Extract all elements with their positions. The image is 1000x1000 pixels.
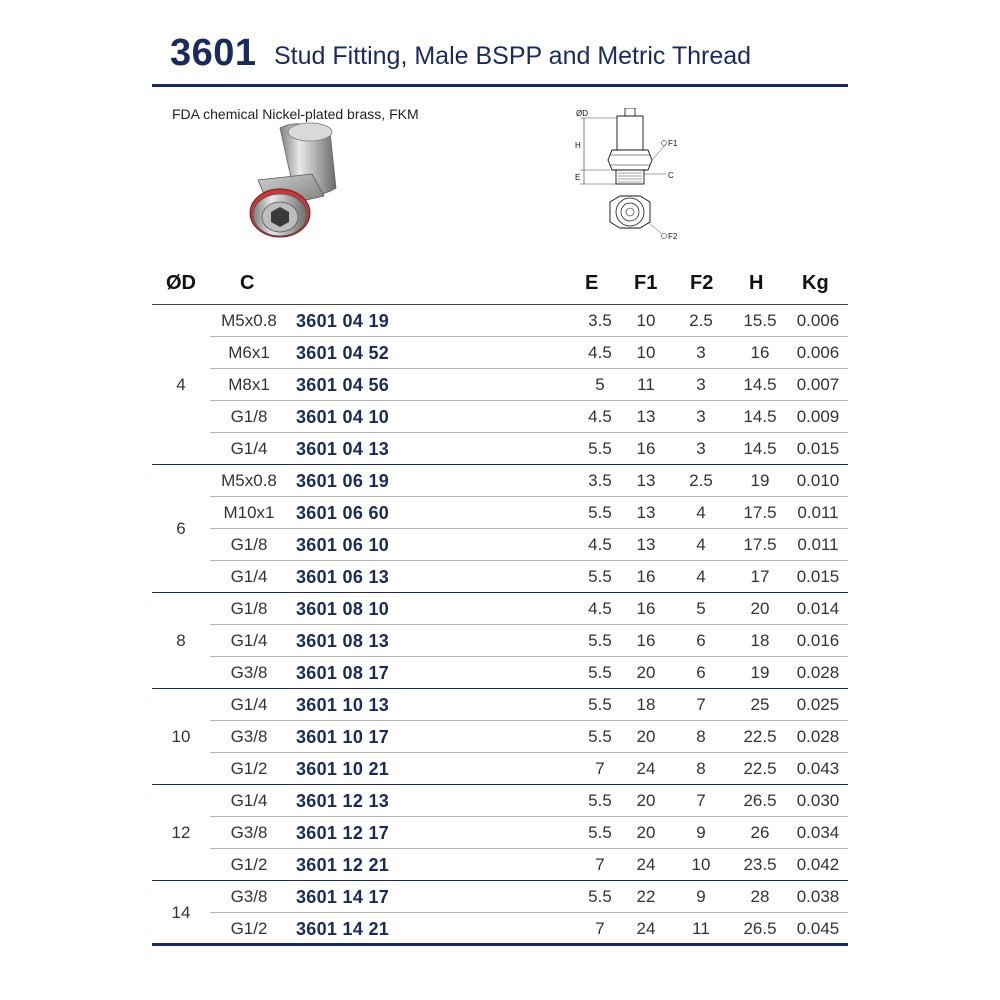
cell-f2: 6 xyxy=(696,631,706,650)
cell-e: 5.5 xyxy=(588,823,612,842)
cell-h: 17.5 xyxy=(743,503,777,522)
cell-f2: 3 xyxy=(696,343,706,362)
table-row xyxy=(210,785,848,817)
drawing-label-f1: F1 xyxy=(668,139,678,148)
cell-f1: 20 xyxy=(636,791,656,810)
cell-f1: 24 xyxy=(636,855,656,874)
part-number: 3601 04 19 xyxy=(296,311,390,331)
table-row xyxy=(210,337,848,369)
dimension-drawing xyxy=(570,108,690,258)
cell-f2: 7 xyxy=(696,695,706,714)
cell-e: 4.5 xyxy=(588,407,612,426)
cell-e: 5 xyxy=(595,375,605,394)
part-number: 3601 10 13 xyxy=(296,695,390,715)
cell-h: 14.5 xyxy=(743,439,777,458)
cell-h: 26.5 xyxy=(743,791,777,810)
cell-e: 5.5 xyxy=(588,695,612,714)
cell-e: 7 xyxy=(595,759,605,778)
cell-f1: 16 xyxy=(636,439,656,458)
drawing-label-od: ØD xyxy=(576,109,588,118)
diameter-value: 12 xyxy=(171,822,191,842)
cell-e: 5.5 xyxy=(588,567,612,586)
cell-f2: 10 xyxy=(691,855,711,874)
cell-e: 4.5 xyxy=(588,343,612,362)
cell-kg: 0.030 xyxy=(796,791,840,810)
cell-kg: 0.015 xyxy=(796,567,840,586)
cell-h: 17 xyxy=(750,567,770,586)
cell-c: M10x1 xyxy=(223,503,275,522)
cell-c: M5x0.8 xyxy=(221,311,277,330)
table-row xyxy=(210,721,848,753)
table-row xyxy=(210,561,848,592)
cell-f1: 13 xyxy=(636,471,656,490)
part-number: 3601 04 13 xyxy=(296,439,390,459)
drawing-label-h: H xyxy=(575,141,581,150)
cell-c: G1/4 xyxy=(230,695,268,714)
cell-kg: 0.042 xyxy=(796,855,840,874)
cell-kg: 0.011 xyxy=(797,535,839,554)
cell-f2: 8 xyxy=(696,759,706,778)
diameter-group xyxy=(152,305,848,464)
diameter-value: 10 xyxy=(171,726,191,746)
cell-h: 28 xyxy=(750,887,770,906)
cell-f2: 2.5 xyxy=(689,471,713,490)
part-number: 3601 10 21 xyxy=(296,759,390,779)
model-number: 3601 xyxy=(170,32,257,74)
cell-f1: 16 xyxy=(636,631,656,650)
cell-e: 5.5 xyxy=(588,791,612,810)
cell-c: G3/8 xyxy=(230,663,268,682)
cell-kg: 0.028 xyxy=(796,727,840,746)
cell-h: 19 xyxy=(750,663,770,682)
part-number: 3601 08 13 xyxy=(296,631,390,651)
cell-f1: 10 xyxy=(636,311,656,330)
cell-h: 25 xyxy=(750,695,770,714)
cell-h: 15.5 xyxy=(743,311,777,330)
drawing-label-f2: F2 xyxy=(668,232,678,241)
diameter-group xyxy=(152,464,848,592)
table-row xyxy=(210,497,848,529)
cell-c: G1/8 xyxy=(230,535,268,554)
cell-e: 7 xyxy=(595,855,605,874)
cell-h: 17.5 xyxy=(743,535,777,554)
part-number: 3601 04 56 xyxy=(296,375,390,395)
part-number: 3601 12 21 xyxy=(296,855,390,875)
col-e: E xyxy=(585,272,599,294)
cell-h: 19 xyxy=(750,471,770,490)
diameter-group xyxy=(152,688,848,784)
part-number: 3601 08 17 xyxy=(296,663,390,683)
cell-kg: 0.016 xyxy=(796,631,840,650)
part-number: 3601 12 17 xyxy=(296,823,390,843)
table-row xyxy=(210,657,848,688)
table-row xyxy=(210,401,848,433)
cell-h: 18 xyxy=(750,631,770,650)
table-row xyxy=(210,465,848,497)
cell-kg: 0.025 xyxy=(796,695,840,714)
cell-f1: 16 xyxy=(636,599,656,618)
cell-f1: 10 xyxy=(636,343,656,362)
table-header xyxy=(152,266,848,304)
cell-e: 5.5 xyxy=(588,631,612,650)
cell-h: 22.5 xyxy=(743,727,777,746)
cell-f2: 3 xyxy=(696,407,706,426)
cell-c: G1/2 xyxy=(230,759,268,778)
cell-c: M8x1 xyxy=(228,375,270,394)
cell-f1: 13 xyxy=(636,535,656,554)
cell-c: G1/4 xyxy=(230,791,268,810)
fitting-photo xyxy=(240,118,340,258)
cell-c: G1/4 xyxy=(230,631,268,650)
cell-e: 5.5 xyxy=(588,663,612,682)
table-row xyxy=(210,817,848,849)
table-row xyxy=(210,881,848,913)
cell-c: G1/4 xyxy=(230,567,268,586)
diameter-group xyxy=(152,784,848,880)
cell-c: G1/8 xyxy=(230,599,268,618)
diameter-value: 8 xyxy=(176,630,186,650)
cell-kg: 0.028 xyxy=(796,663,840,682)
cell-c: M6x1 xyxy=(228,343,270,362)
cell-f1: 20 xyxy=(636,663,656,682)
cell-f1: 13 xyxy=(636,503,656,522)
cell-c: M5x0.8 xyxy=(221,471,277,490)
cell-kg: 0.034 xyxy=(796,823,840,842)
col-f2: F2 xyxy=(690,272,714,294)
col-f1: F1 xyxy=(634,272,658,294)
part-number: 3601 14 21 xyxy=(296,919,390,939)
part-number: 3601 04 52 xyxy=(296,343,390,363)
table-row xyxy=(210,433,848,464)
part-number: 3601 06 13 xyxy=(296,567,390,587)
material-description: FDA chemical Nickel-plated brass, FKM xyxy=(172,106,419,122)
cell-f1: 20 xyxy=(636,727,656,746)
cell-kg: 0.007 xyxy=(796,375,840,394)
cell-f2: 3 xyxy=(696,439,706,458)
cell-f1: 20 xyxy=(636,823,656,842)
cell-kg: 0.014 xyxy=(796,599,840,618)
spec-table xyxy=(152,305,848,944)
cell-f1: 18 xyxy=(636,695,656,714)
part-number: 3601 06 19 xyxy=(296,471,390,491)
footer-rule xyxy=(152,943,848,946)
cell-e: 5.5 xyxy=(588,503,612,522)
cell-e: 4.5 xyxy=(588,535,612,554)
part-number: 3601 06 60 xyxy=(296,503,390,523)
cell-h: 22.5 xyxy=(743,759,777,778)
cell-f2: 9 xyxy=(696,823,706,842)
part-number: 3601 12 13 xyxy=(296,791,390,811)
cell-f2: 4 xyxy=(696,567,706,586)
cell-f1: 22 xyxy=(636,887,656,906)
cell-c: G3/8 xyxy=(230,823,268,842)
table-row xyxy=(210,625,848,657)
cell-f1: 13 xyxy=(636,407,656,426)
cell-f2: 11 xyxy=(692,919,710,938)
cell-c: G3/8 xyxy=(230,887,268,906)
cell-e: 5.5 xyxy=(588,727,612,746)
table-row xyxy=(210,849,848,880)
cell-f2: 5 xyxy=(696,599,706,618)
cell-f2: 8 xyxy=(696,727,706,746)
cell-kg: 0.038 xyxy=(796,887,840,906)
table-row xyxy=(210,593,848,625)
col-kg: Kg xyxy=(802,272,829,294)
cell-e: 3.5 xyxy=(588,471,612,490)
diameter-group xyxy=(152,592,848,688)
table-row xyxy=(210,913,848,944)
cell-e: 3.5 xyxy=(588,311,612,330)
cell-e: 4.5 xyxy=(588,599,612,618)
page-header xyxy=(152,30,852,80)
cell-f1: 16 xyxy=(636,567,656,586)
col-h: H xyxy=(749,272,764,294)
cell-c: G1/2 xyxy=(230,919,268,938)
drawing-label-c: C xyxy=(668,171,674,180)
cell-f2: 4 xyxy=(696,503,706,522)
cell-e: 7 xyxy=(595,919,605,938)
diameter-group xyxy=(152,880,848,944)
cell-f1: 24 xyxy=(636,759,656,778)
cell-f2: 7 xyxy=(696,791,706,810)
cell-f2: 3 xyxy=(696,375,706,394)
cell-f1: 11 xyxy=(637,375,655,394)
col-od: ØD xyxy=(166,272,196,294)
cell-f1: 24 xyxy=(636,919,656,938)
col-c: C xyxy=(240,272,255,294)
part-number: 3601 06 10 xyxy=(296,535,390,555)
cell-h: 26 xyxy=(750,823,770,842)
cell-h: 26.5 xyxy=(743,919,777,938)
cell-h: 14.5 xyxy=(743,375,777,394)
cell-kg: 0.015 xyxy=(796,439,840,458)
table-row xyxy=(210,369,848,401)
cell-f2: 2.5 xyxy=(689,311,713,330)
cell-f2: 6 xyxy=(696,663,706,682)
cell-f2: 9 xyxy=(696,887,706,906)
page-title: Stud Fitting, Male BSPP and Metric Thread xyxy=(274,42,752,70)
cell-h: 14.5 xyxy=(743,407,777,426)
cell-h: 16 xyxy=(750,343,770,362)
cell-kg: 0.006 xyxy=(796,311,840,330)
cell-f2: 4 xyxy=(696,535,706,554)
diameter-value: 6 xyxy=(176,518,186,538)
cell-c: G1/8 xyxy=(230,407,268,426)
diameter-value: 14 xyxy=(171,902,191,922)
part-number: 3601 08 10 xyxy=(296,599,390,619)
table-row xyxy=(210,529,848,561)
cell-c: G1/4 xyxy=(230,439,268,458)
cell-h: 23.5 xyxy=(743,855,777,874)
cell-e: 5.5 xyxy=(588,439,612,458)
table-row xyxy=(210,689,848,721)
cell-kg: 0.010 xyxy=(796,471,840,490)
part-number: 3601 14 17 xyxy=(296,887,390,907)
part-number: 3601 04 10 xyxy=(296,407,390,427)
drawing-label-e: E xyxy=(575,173,581,182)
cell-h: 20 xyxy=(750,599,770,618)
table-row xyxy=(210,753,848,784)
cell-e: 5.5 xyxy=(588,887,612,906)
cell-c: G3/8 xyxy=(230,727,268,746)
diameter-value: 4 xyxy=(176,374,186,394)
part-number: 3601 10 17 xyxy=(296,727,390,747)
cell-kg: 0.045 xyxy=(796,919,840,938)
cell-kg: 0.011 xyxy=(797,503,839,522)
cell-kg: 0.043 xyxy=(796,759,840,778)
table-row xyxy=(210,305,848,337)
cell-kg: 0.009 xyxy=(796,407,840,426)
cell-kg: 0.006 xyxy=(796,343,840,362)
header-rule xyxy=(152,84,848,87)
cell-c: G1/2 xyxy=(230,855,268,874)
